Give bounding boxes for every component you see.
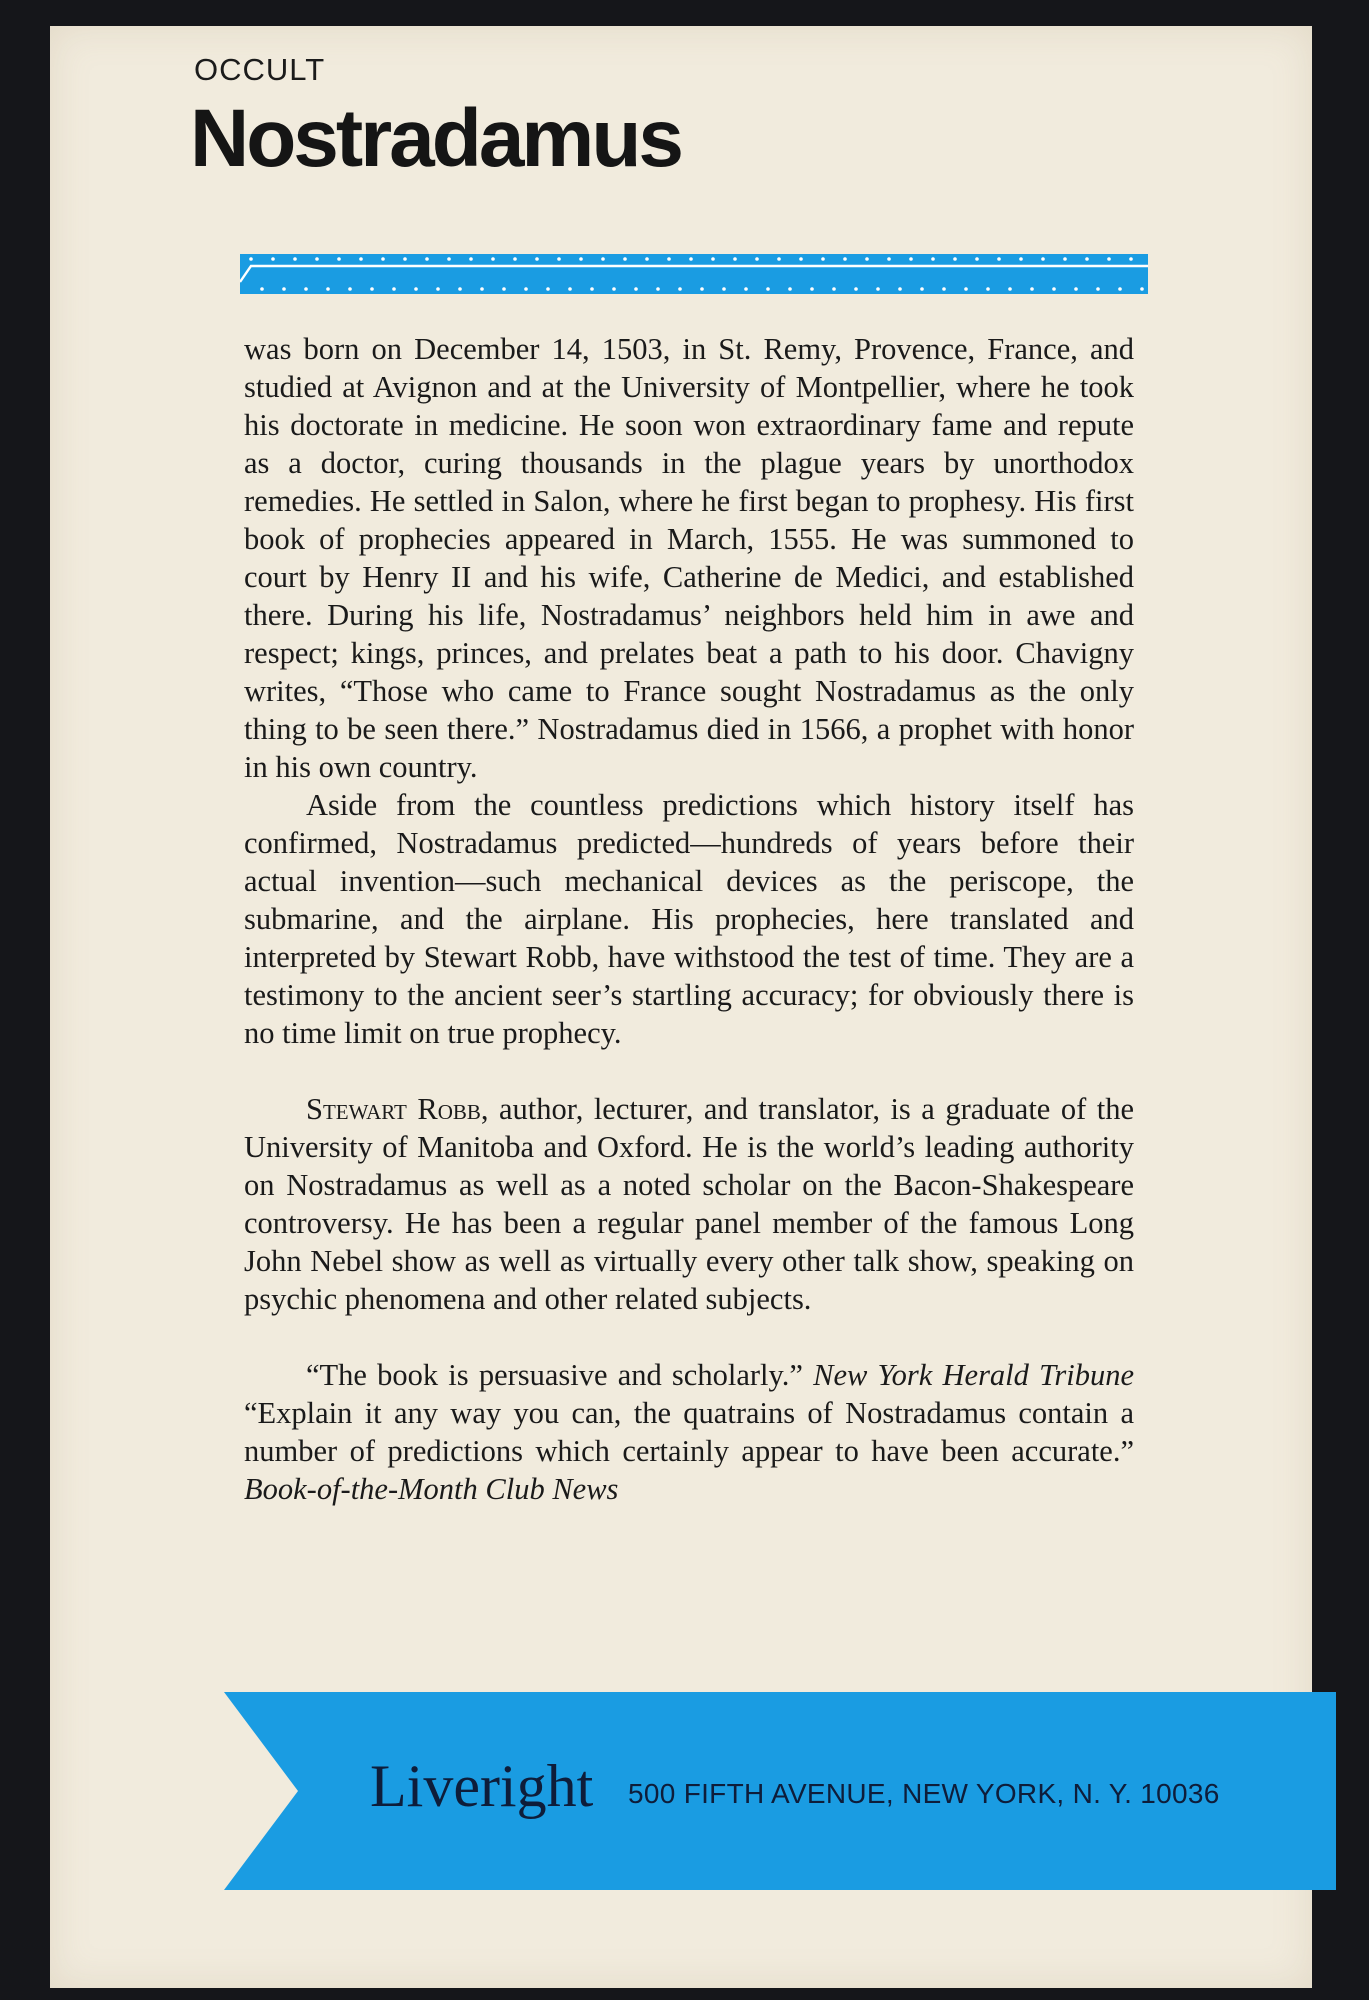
band-dot — [601, 257, 605, 261]
band-dot — [766, 287, 770, 291]
band-dot — [623, 257, 627, 261]
reviews — [244, 1356, 1134, 1508]
band-dot — [975, 257, 979, 261]
blurb-text — [244, 330, 1134, 1508]
band-dot — [590, 287, 594, 291]
band-dot — [535, 257, 539, 261]
band-dot — [337, 257, 341, 261]
band-dot — [1085, 257, 1089, 261]
band-dot — [1052, 287, 1056, 291]
band-dot — [546, 287, 550, 291]
band-dot — [799, 257, 803, 261]
band-dot — [1030, 287, 1034, 291]
band-dot — [645, 257, 649, 261]
band-dot — [271, 257, 275, 261]
band-dot — [480, 287, 484, 291]
band-dot — [832, 287, 836, 291]
review-source-1: New York Herald Tribune — [813, 1358, 1134, 1392]
band-dot — [986, 287, 990, 291]
band-dot — [403, 257, 407, 261]
band-dot — [1096, 287, 1100, 291]
review-quote-2: “Explain it any way you can, the quatrains of Nostradamus contain a number of predictions which certainly appear to have been accurate.” — [244, 1396, 1134, 1468]
band-dot — [568, 287, 572, 291]
band-dot — [810, 287, 814, 291]
band-dot — [557, 257, 561, 261]
band-dot — [733, 257, 737, 261]
review-source-2: Book-of-the-Month Club News — [244, 1472, 619, 1506]
band-dot — [458, 287, 462, 291]
band-dot — [326, 287, 330, 291]
band-dot — [370, 287, 374, 291]
band-dot — [469, 257, 473, 261]
decorative-band — [240, 254, 1148, 294]
band-dot — [304, 287, 308, 291]
band-dot — [1107, 257, 1111, 261]
band-dot — [1129, 257, 1133, 261]
band-dot — [656, 287, 660, 291]
band-dot — [359, 257, 363, 261]
band-dot — [755, 257, 759, 261]
blurb-paragraph-2: Aside from the countless predictions which history itself has confirmed, Nostradamus predicted—hundreds of years before their actual invention—such mechanical devices as the periscope, the submarine, and the airplane. His prophecies, here translated and interpreted by Stewart Robb, have withstood the test of time. They are a testimony to the ancient seer’s startling accuracy; for obviously there is no time limit on true prophecy. — [244, 788, 1134, 1050]
band-dot — [920, 287, 924, 291]
band-dot — [392, 287, 396, 291]
band-dot — [876, 287, 880, 291]
band-dot — [315, 257, 319, 261]
author-name: Stewart Robb — [306, 1092, 481, 1126]
band-dot — [491, 257, 495, 261]
category-label: OCCULT — [194, 52, 326, 87]
band-dot — [249, 257, 253, 261]
band-dot — [634, 287, 638, 291]
band-dot — [887, 257, 891, 261]
band-dot — [348, 287, 352, 291]
publisher-name: Liveright — [370, 1753, 594, 1819]
band-dot — [1019, 257, 1023, 261]
band-dot — [1008, 287, 1012, 291]
band-dot — [788, 287, 792, 291]
author-bio-text: , author, lecturer, and translator, is a graduate of the University of Manitoba and Oxford. He is the world’s leading authority on Nostradamus as well as a noted scholar on the Bacon-Shakespeare controversy. He has been a regular panel member of the famous Long John Nebel show as well as virtually every other talk show, speaking on psychic phenomena and other related subjects. — [244, 1092, 1134, 1316]
band-dot — [1063, 257, 1067, 261]
band-dot — [612, 287, 616, 291]
band-dot — [931, 257, 935, 261]
band-dot — [1118, 287, 1122, 291]
band-dot — [414, 287, 418, 291]
band-dot — [711, 257, 715, 261]
band-dot — [1140, 287, 1144, 291]
band-dot — [997, 257, 1001, 261]
band-dot — [260, 287, 264, 291]
band-dot — [1041, 257, 1045, 261]
band-dot — [282, 287, 286, 291]
band-dot — [953, 257, 957, 261]
blurb-paragraph-1: was born on December 14, 1503, in St. Remy, Provence, France, and studied at Avignon and at the University of Montpellier, where he took his doctorate in medicine. He soon won extraordinary fame and repute as a doctor, curing thousands in the plague years by unorthodox remedies. He settled in Salon, where he first began to prophesy. His first book of prophecies appeared in March, 1555. He was summoned to court by Henry II and his wife, Catherine de Medici, and established there. During his life, Nostradamus’ neighbors held him in awe and respect; kings, princes, and prelates beat a path to his door. Chavigny writes, “Those who came to France sought Nostradamus as the only thing to be seen there.” Nostradamus died in 1566, a prophet with honor in his own country. — [244, 332, 1134, 784]
review-quote-1: “The book is persuasive and scholarly.” — [306, 1358, 803, 1392]
band-dot — [777, 257, 781, 261]
band-dot — [579, 257, 583, 261]
band-dot — [898, 287, 902, 291]
band-dot — [689, 257, 693, 261]
band-dot — [722, 287, 726, 291]
band-dot — [436, 287, 440, 291]
band-dot — [700, 287, 704, 291]
band-dot — [381, 257, 385, 261]
band-dot — [293, 257, 297, 261]
band-dot — [843, 257, 847, 261]
band-dot — [821, 257, 825, 261]
author-bio — [244, 1090, 1134, 1318]
band-dot — [667, 257, 671, 261]
band-dot — [854, 287, 858, 291]
publisher-address: 500 FIFTH AVENUE, NEW YORK, N. Y. 10036 — [628, 1778, 1220, 1809]
band-dot — [678, 287, 682, 291]
band-dot — [524, 287, 528, 291]
band-dot — [964, 287, 968, 291]
band-dot — [502, 287, 506, 291]
band-dot — [865, 257, 869, 261]
band-dot — [942, 287, 946, 291]
book-title: Nostradamus — [190, 93, 682, 184]
band-dot — [1074, 287, 1078, 291]
band-dot — [425, 257, 429, 261]
band-dot — [909, 257, 913, 261]
band-dot — [513, 257, 517, 261]
band-dot — [447, 257, 451, 261]
band-dot — [744, 287, 748, 291]
